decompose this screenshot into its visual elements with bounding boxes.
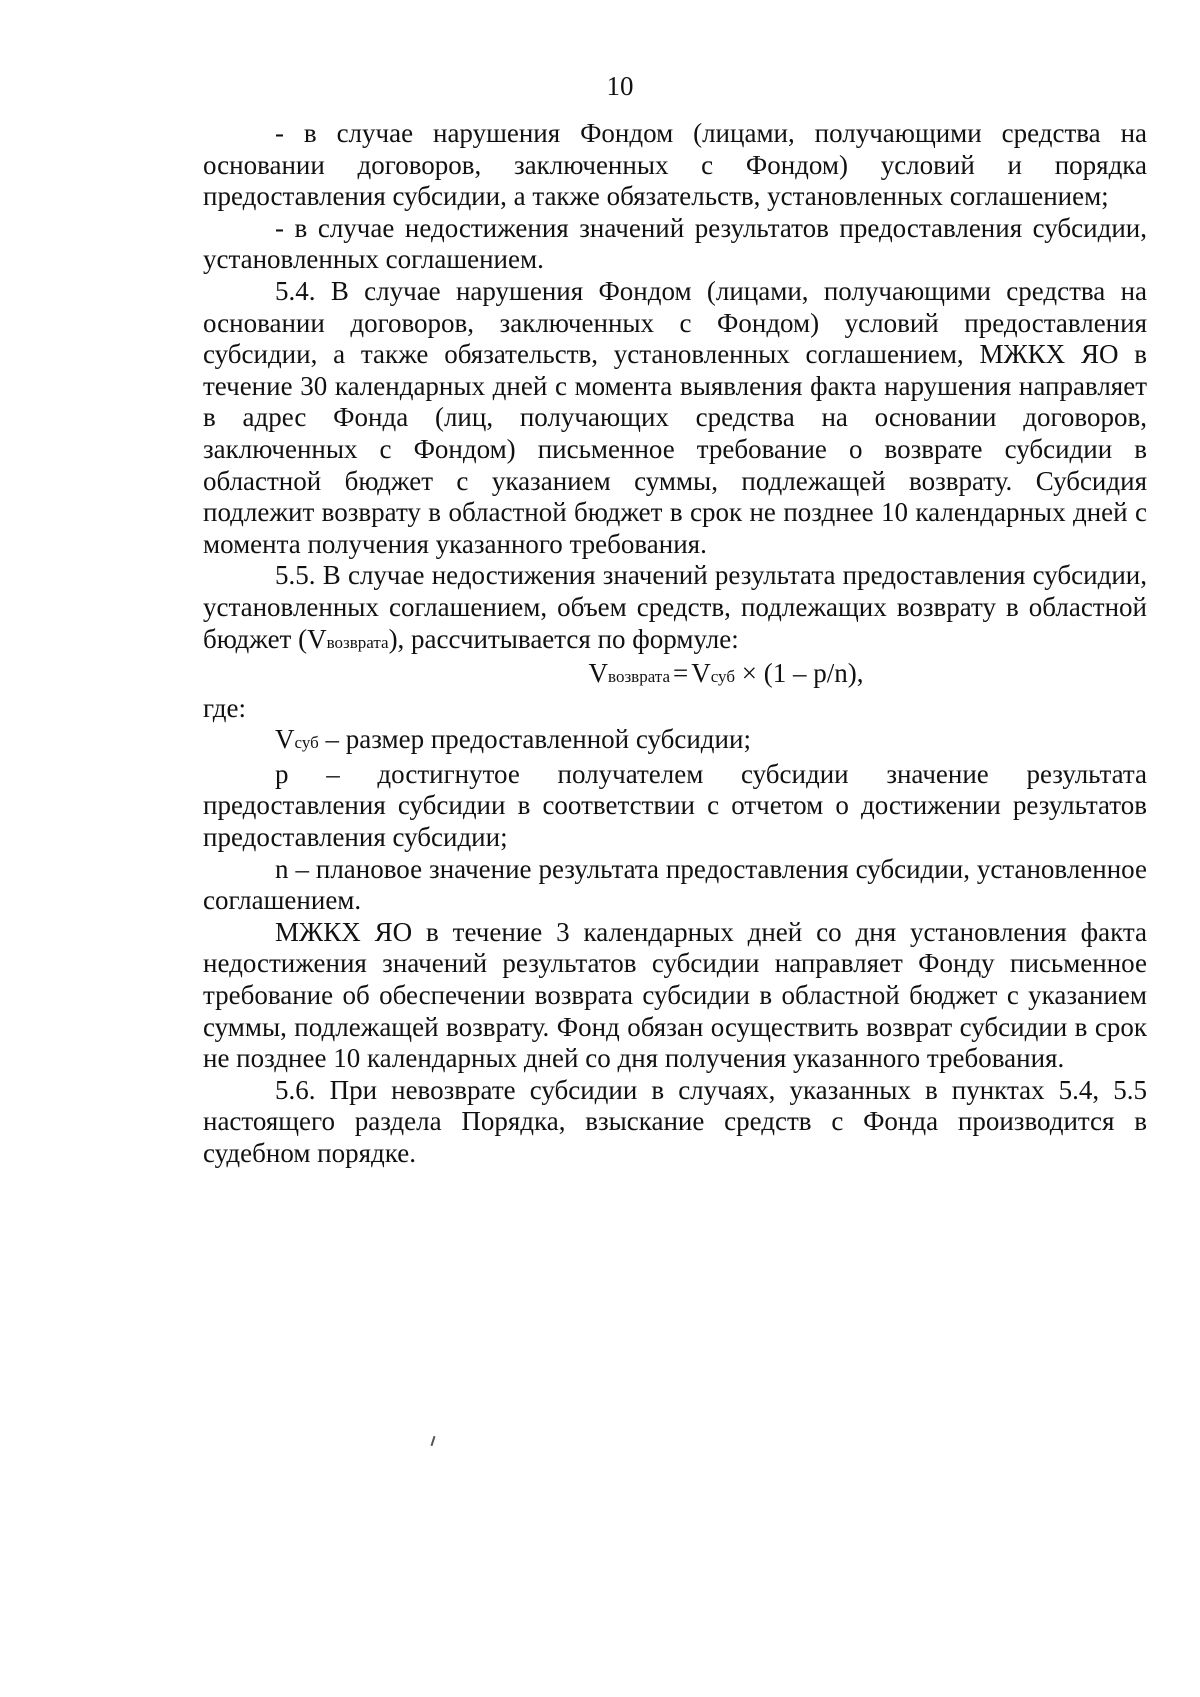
- paragraph-5-5-text-end: ), рассчитывается по формуле:: [388, 623, 739, 654]
- definition-v-sub-subscript: суб: [294, 733, 319, 753]
- paragraph-mzhkh-requirement: МЖКХ ЯО в течение 3 календарных дней со дня установления факта недостижения значений результатов субсидии направляет Фонду письменное требование об обеспечении возврата субсидии в областной бюджет с указанием суммы, подлежащей возврату. Фонд обязан осуществить возврат субсидии в срок не позднее 10 календарных дней со дня получения указанного требования.: [203, 916, 1147, 1074]
- page-number: 10: [606, 71, 634, 101]
- definition-p: р – достигнутое получателем субсидии значение результата предоставления субсидии в соответствии с отчетом о достижении результатов предоставления субсидии;: [203, 758, 1147, 853]
- definition-v-sub-text: – размер предоставленной субсидии;: [318, 724, 751, 755]
- formula-rest: × (1 – p/n),: [741, 658, 864, 689]
- formula-v-sub-subscript: суб: [710, 667, 735, 687]
- scan-artifact-mark: [431, 1436, 436, 1446]
- paragraph-5-6: 5.6. При невозврате субсидии в случаях, указанных в пунктах 5.4, 5.5 настоящего раздела Порядка, взыскание средств с Фонда производится в судебном порядке.: [203, 1074, 1147, 1168]
- formula-v-sub: V: [691, 658, 711, 689]
- formula-v-return-subscript: возврата: [608, 667, 670, 687]
- v-return-subscript: возврата: [326, 632, 389, 652]
- formula-v-return: V: [588, 658, 609, 689]
- paragraph-5-5: [203, 560, 1147, 658]
- where-label: где:: [203, 692, 246, 723]
- paragraph-5-4: 5.4. В случае нарушения Фондом (лицами, получающими средства на основании договоров, заключенных с Фондом) условий предоставления субсидии, а также обязательств, установленных соглашением, МЖКХ ЯО в течение 30 календарных дней с момента выявления факта нарушения направляет в адрес Фонда (лиц, получающих средства на основании договоров, заключенных с Фондом) письменное требование о возврате субсидии в областной бюджет с указанием суммы, подлежащей возврату. Субсидия подлежит возврату в областной бюджет в срок не позднее 10 календарных дней с момента получения указанного требования.: [203, 275, 1147, 559]
- paragraph-5-5-text-start: 5.5. В случае недостижения значений результата предоставления субсидии, установленных соглашением, объем средств, подлежащих возврату в областной бюджет (V: [203, 560, 1147, 654]
- document-body: [203, 118, 1147, 1170]
- definition-v-sub: [203, 724, 1147, 759]
- paragraph-violation-case: - в случае нарушения Фондом (лицами, получающими средства на основании договоров, заключенных с Фондом) условий и порядка предоставления субсидии, а также обязательств, установленных соглашением;: [203, 118, 1147, 212]
- formula-equals-sign: =: [673, 658, 689, 689]
- paragraph-non-achievement-case: - в случае недостижения значений результатов предоставления субсидии, установленных соглашением.: [203, 212, 1147, 275]
- return-formula: [203, 658, 1147, 693]
- definition-v-sub-symbol: V: [275, 724, 295, 755]
- definition-n: n – плановое значение результата предоставления субсидии, установленное соглашением.: [203, 853, 1147, 916]
